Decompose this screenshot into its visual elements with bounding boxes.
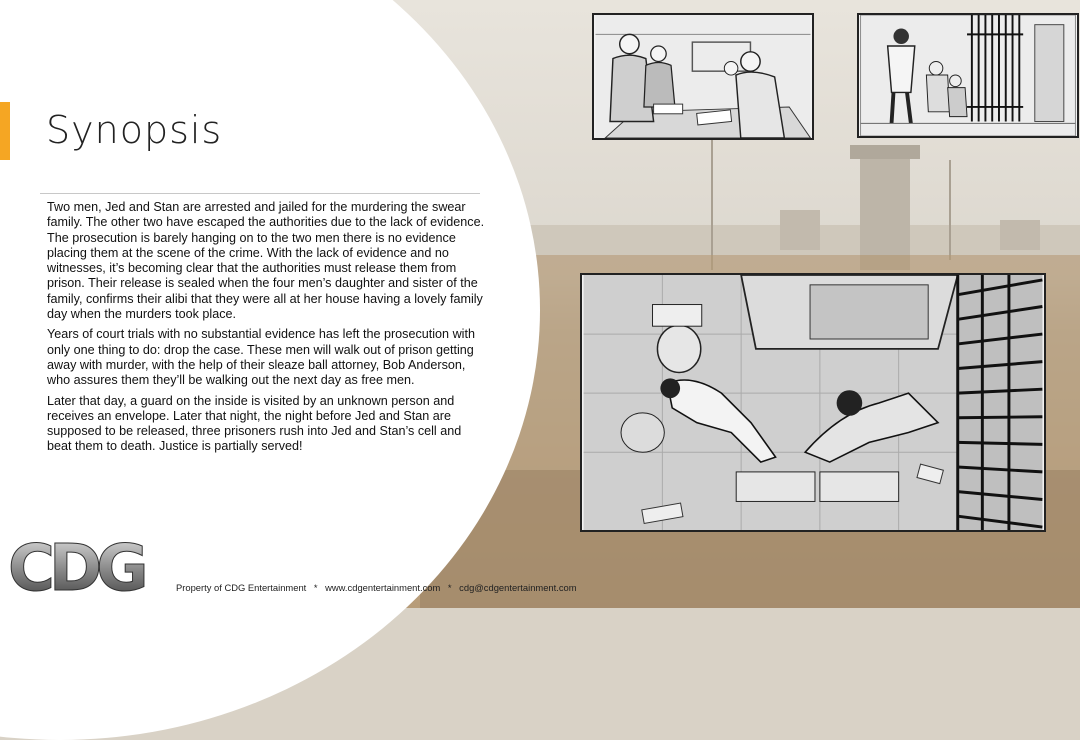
- storyboard-frame-prison-corridor: [857, 13, 1079, 138]
- synopsis-paragraph: Years of court trials with no substantial evidence has left the prosecution with only one thing to do: drop the case. These men will walk out of prison getting away with murder, with the help of their sleaze ball attorney, Bob Anderson, who assures them they’ll be walking out the next day as free men.: [47, 327, 475, 388]
- synopsis-text: [47, 200, 487, 460]
- footer-email-link[interactable]: cdg@cdgentertainment.com: [459, 582, 577, 593]
- cdg-logo: [6, 532, 158, 598]
- cdg-logo-text: CDG: [8, 532, 143, 598]
- footer-property: Property of CDG Entertainment: [176, 582, 307, 593]
- title-divider: [40, 193, 480, 194]
- footer-separator: *: [313, 582, 318, 593]
- page-title: Synopsis: [46, 108, 223, 152]
- footer: [176, 582, 582, 593]
- storyboard-frame-meeting: [592, 13, 814, 140]
- synopsis-paragraph: Later that day, a guard on the inside is visited by an unknown person and receives an envelope. Later that night, the night before Jed and Stan are supposed to be released, three prisoners rush into Jed and Stan’s cell and beat them to death. Justice is partially served!: [47, 393, 462, 454]
- storyboard-frame-cell-overhead: [580, 273, 1046, 532]
- cell-overhead-sketch-icon: [582, 275, 1044, 530]
- footer-website-link[interactable]: www.cdgentertainment.com: [325, 582, 441, 593]
- prison-cell-sketch-icon: [859, 15, 1077, 136]
- title-accent-bar: [0, 102, 10, 160]
- meeting-sketch-icon: [594, 15, 812, 138]
- synopsis-paragraph: Two men, Jed and Stan are arrested and jailed for the murdering the swear family. The other two have escaped the authorities due to the lack of evidence. The prosecution is barely hanging on to the two men there is no evidence placing them at the scene of the crime. With the lack of evidence and no witnesses, it’s becoming clear that the authorities must release them from prison. Their release is sealed when the four men’s daughter and sister of the family, confirms their alibi that they were all at her house having a lovely family day when the murders took place.: [47, 200, 485, 322]
- footer-separator: *: [447, 582, 452, 593]
